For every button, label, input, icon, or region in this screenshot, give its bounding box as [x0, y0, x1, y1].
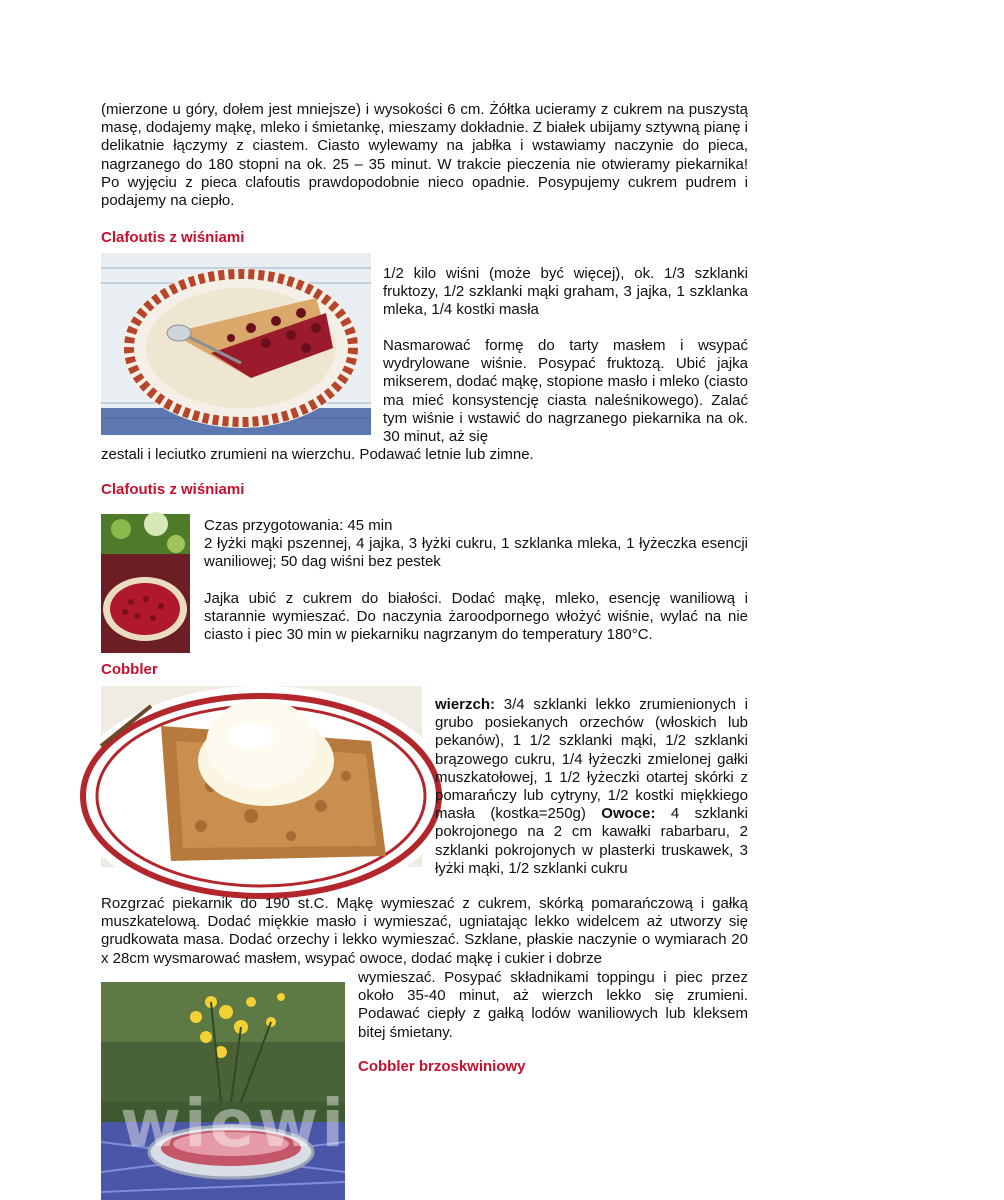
garden-flowers-dessert-photo — [101, 982, 345, 1200]
recipe2-ingredients: 2 łyżki mąki pszennej, 4 jajka, 3 łyżki cukru, 1 szklanka mleka, 1 łyżeczka esencji waniliowej; 50 dag wiśni bez pestek — [204, 535, 748, 571]
top-text: 3/4 szklanki lekko zrumienionych i grubo posiekanych orzechów (włoskich lub pekanów), 1 1/2 szklanki mąki, 1/2 szklanki brązowego cukru, 1/4 łyżeczki zmielonej gałki muszkatołowej, 1 1/2 łyżeczki otartej skórki z pomarańczy lub cytryny, 1/2 kostki miękkiego masła (kostka=250g) — [435, 696, 748, 823]
cherry-tart-photo — [101, 514, 190, 653]
site-watermark: wiewiórkaydomowe.pl — [120, 1085, 1004, 1162]
recipe3-ingredients — [435, 696, 748, 878]
recipe4-title: Cobbler brzoskwiniowy — [358, 1058, 526, 1075]
cobbler-with-ice-cream-photo — [101, 686, 422, 867]
fruit-label: Owoce: — [601, 805, 656, 823]
recipe2-method: Jajka ubić z cukrem do białości. Dodać mąkę, mleko, esencję waniliową i starannie wymieszać. Do naczynia żaroodpornego włożyć wiśnie, wylać na nie ciasto i piec 30 min w piekarniku nagrzanym do temperatury 180°C. — [204, 590, 748, 644]
top-label: wierzch: — [435, 696, 496, 713]
recipe1-method-end: zestali i leciutko zrumieni na wierzchu. Podawać letnie lub zimne. — [101, 446, 534, 463]
recipe2-time: Czas przygotowania: 45 min — [204, 517, 393, 534]
recipe3-title: Cobbler — [101, 661, 158, 678]
recipe3-method-end: wymieszać. Posypać składnikami toppingu i piec przez około 35-40 minut, aż wierzch lekko się zrumieni. Podawać ciepły z gałką lodów waniliowych lub kleksem bitej śmietany. — [358, 969, 748, 1041]
recipe1-ingredients: 1/2 kilo wiśni (może być więcej), ok. 1/3 szklanki fruktozy, 1/2 szklanki mąki graham, 3 jajka, 1 szklanka mleka, 1/4 kostki masła — [383, 265, 748, 319]
recipe1-title: Clafoutis z wiśniami — [101, 229, 245, 246]
fruit-text: 4 szklanki pokrojonego na 2 cm kawałki rabarbaru, 2 szklanki pokrojonych w plasterki truskawek, 3 łyżki mąki, 1/2 szklanki cukru — [435, 805, 748, 877]
recipe3-method: Rozgrzać piekarnik do 190 st.C. Mąkę wymieszać z cukrem, skórką pomarańczową i gałką muszkatelową. Dodać miękkie masło i wymieszać, ugniatając lekko widelcem aż utworzy się grudkowata masa. Dodać orzechy i lekko wymieszać. Szklane, płaskie naczynie o wymiarach 20 x 28cm wysmarować masłem, wsypać owoce, dodać mąkę i cukier i dobrze — [101, 895, 748, 967]
recipe2-title: Clafoutis z wiśniami — [101, 481, 245, 498]
intro-paragraph: (mierzone u góry, dołem jest mniejsze) i wysokości 6 cm. Żółtka ucieramy z cukrem na puszystą masę, dodajemy mąkę, mleko i śmietankę, mieszamy dokładnie. Z białek ubijamy sztywną pianę i delikatnie łączymy z ciastem. Ciasto wylewamy na jabłka i wstawiamy naczynie do pieca, nagrzanego do 180 stopni na ok. 25 – 35 minut. W trakcie pieczenia nie otwieramy piekarnika! Po wyjęciu z pieca clafoutis prawdopodobnie nieco opadnie. Posypujemy cukrem pudrem i podajemy na ciepło. — [101, 101, 748, 210]
recipe1-method: Nasmarować formę do tarty masłem i wsypać wydrylowane wiśnie. Posypać fruktozą. Ubić jajka mikserem, dodać mąkę, stopione masło i mleko (ciasto ma mieć konsystencję ciasta naleśnikowego). Zalać tym wiśnie i wstawić do nagrzanego piekarnika na ok. 30 minut, aż się — [383, 337, 748, 446]
cherry-clafoutis-plate-photo — [101, 253, 371, 435]
